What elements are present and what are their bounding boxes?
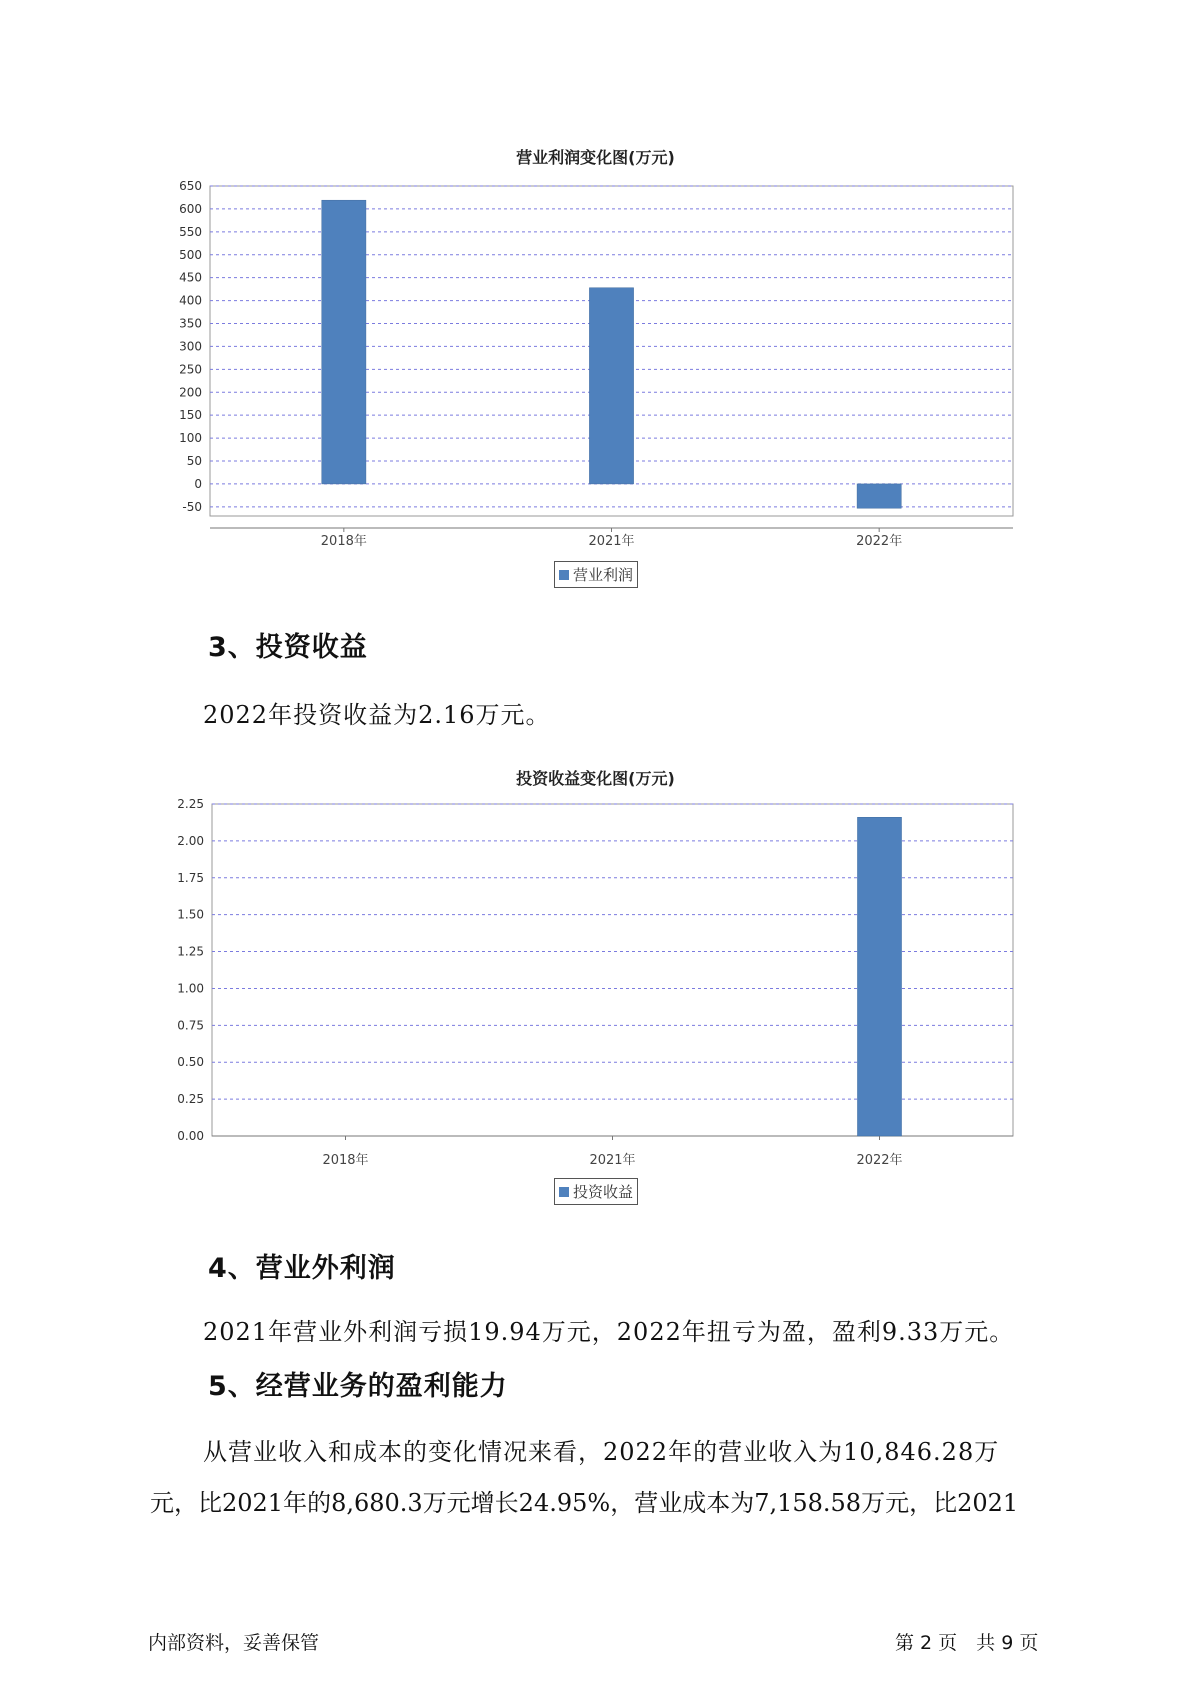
footer-confidential: 内部资料，妥善保管 xyxy=(148,1632,320,1654)
x-tick-label: 2018年 xyxy=(322,1153,369,1168)
y-tick-label: 600 xyxy=(179,201,202,216)
y-tick-label: 1.50 xyxy=(177,907,204,922)
y-tick-label: 200 xyxy=(179,385,202,400)
legend-investment-income xyxy=(554,1178,638,1205)
x-tick-label: 2022年 xyxy=(856,1153,903,1168)
y-tick-label: 50 xyxy=(186,454,202,468)
section-5-heading: 5、经营业务的盈利能力 xyxy=(208,1371,508,1402)
y-tick-label: 650 xyxy=(179,179,202,193)
y-tick-label: 2.25 xyxy=(177,797,204,811)
y-tick-label: -50 xyxy=(182,499,202,514)
y-tick-label: 100 xyxy=(179,431,202,446)
x-tick-label: 2021年 xyxy=(589,1153,636,1168)
legend-label: 营业利润 xyxy=(573,566,634,584)
y-tick-label: 0.00 xyxy=(177,1129,204,1143)
y-tick-label: 350 xyxy=(179,316,202,331)
y-tick-label: 550 xyxy=(179,224,202,239)
y-tick-label: 300 xyxy=(179,339,202,354)
y-tick-label: 1.25 xyxy=(177,944,204,959)
y-tick-label: 500 xyxy=(179,247,202,262)
x-tick-label: 2021年 xyxy=(588,534,635,549)
legend-swatch xyxy=(559,1187,569,1197)
chart-title-investment-income: 投资收益变化图(万元) xyxy=(516,769,675,788)
y-tick-label: 0.75 xyxy=(177,1018,204,1033)
y-tick-label: 0.50 xyxy=(177,1055,204,1070)
y-tick-label: 2.00 xyxy=(177,833,204,848)
section-5-line-1: 从营业收入和成本的变化情况来看，2022年的营业收入为10,846.28万 xyxy=(203,1438,1000,1466)
y-tick-label: 0.25 xyxy=(177,1092,204,1107)
footer-page-number: 第 2 页 共 9 页 xyxy=(895,1632,1039,1654)
x-tick-label: 2022年 xyxy=(856,534,903,549)
section-4-heading: 4、营业外利润 xyxy=(208,1253,396,1284)
section-5-line-2: 元，比2021年的8,680.3万元增长24.95%，营业成本为7,158.58万元，比2021 xyxy=(150,1489,1019,1517)
bar xyxy=(857,817,901,1136)
section-3-text: 2022年投资收益为2.16万元。 xyxy=(203,701,551,729)
y-tick-label: 400 xyxy=(179,293,202,308)
y-tick-label: 1.00 xyxy=(177,981,204,996)
y-tick-label: 250 xyxy=(179,362,202,377)
y-tick-label: 1.75 xyxy=(177,870,204,885)
y-tick-label: 0 xyxy=(194,476,202,491)
section-3-heading: 3、投资收益 xyxy=(208,632,368,663)
chart-title-operating-profit: 营业利润变化图(万元) xyxy=(516,148,675,167)
x-tick-label: 2018年 xyxy=(320,534,367,549)
y-tick-label: 450 xyxy=(179,270,202,285)
legend-label: 投资收益 xyxy=(573,1183,634,1201)
y-tick-label: 150 xyxy=(179,408,202,423)
section-4-text: 2021年营业外利润亏损19.94万元，2022年扭亏为盈，盈利9.33万元。 xyxy=(203,1318,1015,1346)
